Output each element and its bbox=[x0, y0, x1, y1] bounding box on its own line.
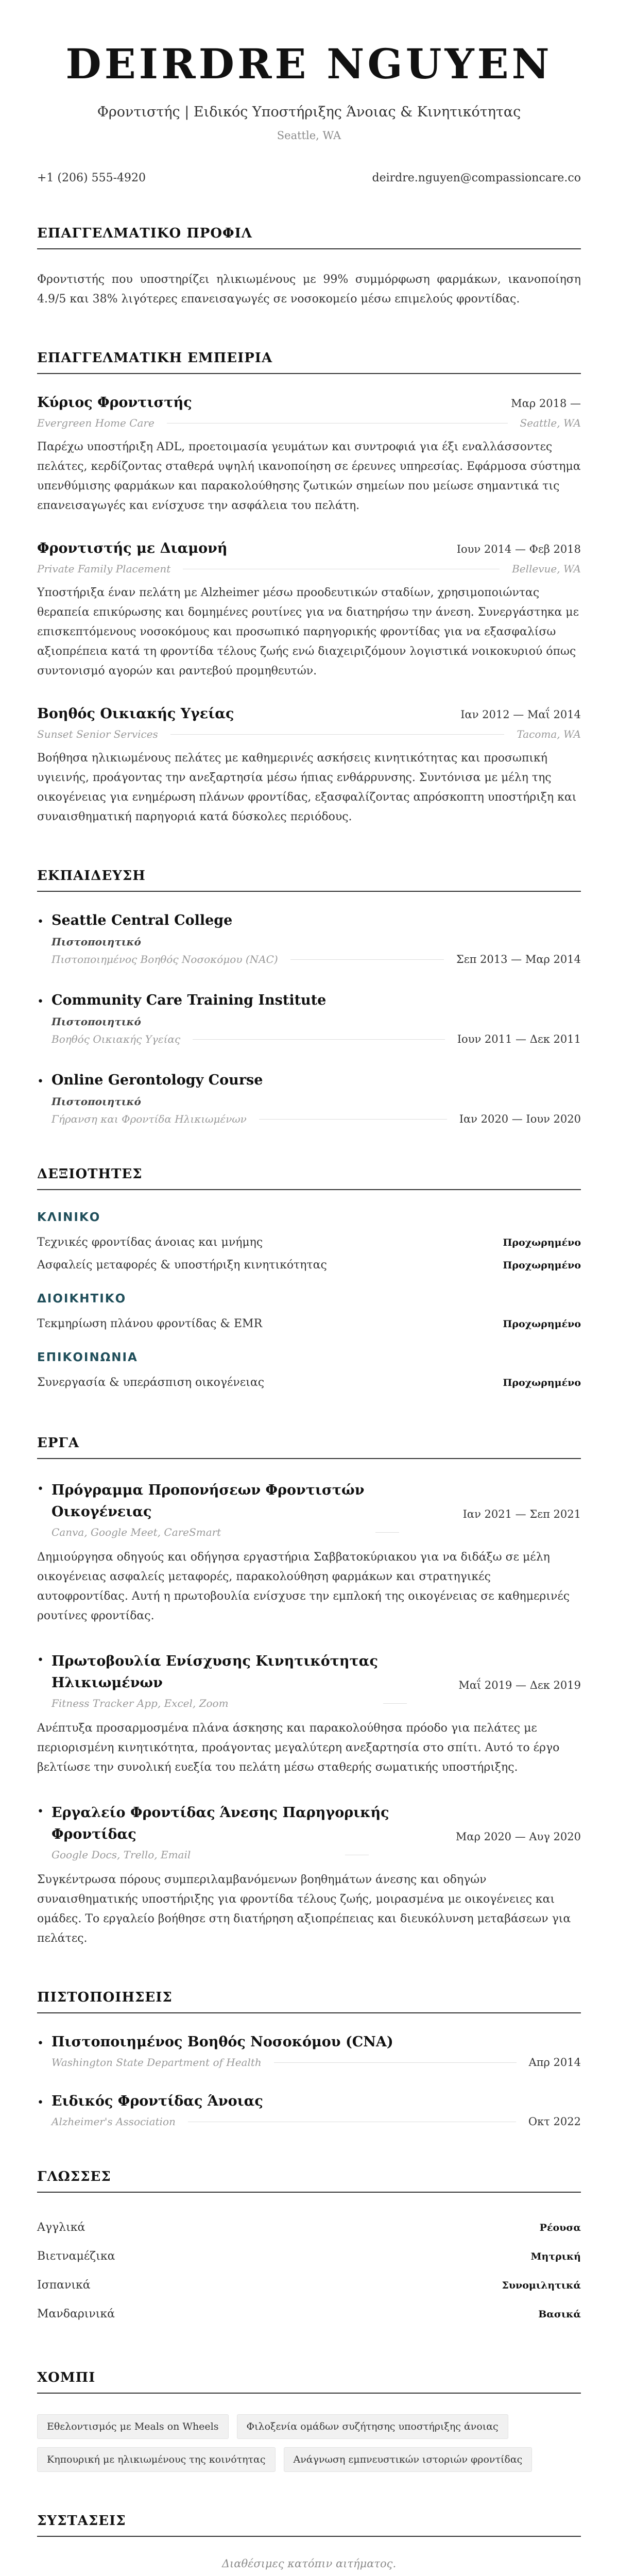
skill-category: ΔΙΟΙΚΗΤΙΚΟ bbox=[37, 1292, 127, 1306]
language-row bbox=[37, 2300, 581, 2329]
skill-category: ΚΛΙΝΙΚΟ bbox=[37, 1211, 101, 1224]
hobby-chip: Ανάγνωση εμπνευστικών ιστοριών φροντίδας bbox=[284, 2447, 533, 2472]
job-location: Tacoma, WA bbox=[517, 728, 581, 740]
profile-section bbox=[37, 226, 581, 309]
bullet-icon: • bbox=[37, 1654, 44, 1667]
leader-line bbox=[345, 1854, 369, 1855]
project-title: Εργαλείο Φροντίδας Άνεσης Παρηγορικής Φροντίδας bbox=[52, 1805, 389, 1842]
hobby-chip: Φιλοξενία ομάδων συζήτησης υποστήριξης άνοιας bbox=[237, 2414, 508, 2439]
language-row bbox=[37, 2242, 581, 2271]
skill-row bbox=[37, 1313, 581, 1335]
bullet-icon: • bbox=[37, 2096, 44, 2109]
references-note: Διαθέσιμες κατόπιν αιτήματος. bbox=[221, 2557, 397, 2570]
certification-name: Ειδικός Φροντίδας Άνοιας bbox=[52, 2093, 263, 2109]
section-title-languages: ΓΛΩΣΣΕΣ bbox=[37, 2169, 581, 2193]
education-school: Seattle Central College bbox=[52, 912, 233, 928]
email-address[interactable]: deirdre.nguyen@compassioncare.co bbox=[372, 172, 581, 184]
language-name: Ισπανικά bbox=[37, 2279, 91, 2292]
skills-section bbox=[37, 1166, 581, 1394]
job-date: Μαρ 2018 — bbox=[511, 397, 581, 410]
bullet-icon: • bbox=[37, 995, 44, 1008]
skill-level: Προχωρημένο bbox=[503, 1237, 581, 1248]
education-degree: Πιστοποιητικό bbox=[52, 1095, 141, 1108]
project-title: Πρόγραμμα Προπονήσεων Φροντιστών Οικογένειας bbox=[52, 1482, 365, 1520]
section-title-skills: ΔΕΞΙΟΤΗΤΕΣ bbox=[37, 1166, 581, 1190]
section-title-projects: ΕΡΓΑ bbox=[37, 1435, 581, 1459]
job-title: Κύριος Φροντιστής bbox=[37, 395, 192, 411]
section-title-certifications: ΠΙΣΤΟΠΟΙΗΣΕΙΣ bbox=[37, 1990, 581, 2013]
language-name: Βιετναμέζικα bbox=[37, 2250, 115, 2263]
education-item bbox=[37, 912, 581, 965]
language-row bbox=[37, 2213, 581, 2242]
section-title-hobbies: ΧΟΜΠΙ bbox=[37, 2370, 581, 2394]
education-degree: Πιστοποιητικό bbox=[52, 936, 141, 948]
project-date: Μαρ 2020 — Αυγ 2020 bbox=[455, 1831, 581, 1843]
bullet-icon: • bbox=[37, 916, 44, 928]
job-date: Ιουν 2014 — Φεβ 2018 bbox=[456, 543, 581, 555]
skill-category: ΕΠΙΚΟΙΝΩΝΙΑ bbox=[37, 1351, 138, 1364]
contact-row bbox=[37, 172, 581, 184]
skill-row bbox=[37, 1231, 581, 1254]
references-section bbox=[37, 2513, 581, 2570]
job-location: Bellevue, WA bbox=[512, 563, 581, 575]
leader-line bbox=[274, 2062, 517, 2063]
certifications-section bbox=[37, 1990, 581, 2128]
leader-line bbox=[290, 959, 444, 960]
section-title-education: ΕΚΠΑΙΔΕΥΣΗ bbox=[37, 868, 581, 892]
education-degree: Πιστοποιητικό bbox=[52, 1015, 141, 1028]
project-tools: Google Docs, Trello, Email bbox=[52, 1849, 191, 1861]
bullet-icon: • bbox=[37, 1483, 44, 1496]
leader-line bbox=[383, 1703, 407, 1704]
candidate-name: DEIRDRE NGUYEN bbox=[65, 40, 553, 88]
language-row bbox=[37, 2271, 581, 2300]
language-level: Μητρική bbox=[530, 2251, 581, 2262]
candidate-location: Seattle, WA bbox=[277, 129, 341, 142]
hobby-chip: Εθελοντισμός με Meals on Wheels bbox=[37, 2414, 229, 2439]
candidate-headline: Φροντιστής | Ειδικός Υποστήριξης Άνοιας & Κινητικότητας bbox=[97, 104, 521, 120]
education-item bbox=[37, 1072, 581, 1125]
skill-name: Τεκμηρίωση πλάνου φροντίδας & EMR bbox=[37, 1317, 263, 1330]
project-tools: Canva, Google Meet, CareSmart bbox=[52, 1526, 221, 1538]
education-section bbox=[37, 868, 581, 1125]
experience-item bbox=[37, 395, 581, 516]
language-level: Συνομιλητικά bbox=[502, 2280, 581, 2291]
leader-line bbox=[193, 1039, 445, 1040]
bullet-icon: • bbox=[37, 1805, 44, 1818]
languages-section bbox=[37, 2169, 581, 2329]
skill-level: Προχωρημένο bbox=[503, 1377, 581, 1388]
skill-name: Συνεργασία & υπεράσπιση οικογένειας bbox=[37, 1376, 265, 1389]
education-school: Community Care Training Institute bbox=[52, 992, 327, 1008]
education-item bbox=[37, 992, 581, 1045]
resume-header bbox=[37, 41, 581, 184]
projects-section bbox=[37, 1435, 581, 1948]
project-item bbox=[37, 1480, 581, 1626]
leader-line bbox=[188, 2121, 516, 2122]
bullet-icon: • bbox=[37, 1075, 44, 1088]
experience-section bbox=[37, 350, 581, 827]
leader-line bbox=[170, 734, 505, 735]
project-description: Ανέπτυξα προσαρμοσμένα πλάνα άσκησης και παρακολούθησα πρόοδο για πελάτες με περιορισμένη κινητικότητα, προάγοντας μεγαλύτερη ανεξαρτησία στο σπίτι. Αυτό το έργο βελτίωσε την συνολική ευεξία του πελάτη μέσω σταθερής σωματικής υποστήριξης. bbox=[37, 1722, 560, 1774]
education-field: Βοηθός Οικιακής Υγείας bbox=[52, 1033, 181, 1045]
certification-name: Πιστοποιημένος Βοηθός Νοσοκόμου (CNA) bbox=[52, 2034, 393, 2050]
section-title-profile: ΕΠΑΓΓΕΛΜΑΤΙΚΟ ΠΡΟΦΙΛ bbox=[37, 226, 581, 249]
hobby-chips bbox=[37, 2414, 581, 2472]
certification-date: Απρ 2014 bbox=[528, 2056, 581, 2069]
profile-summary: Φροντιστής που υποστηρίζει ηλικιωμένους με 99% συμμόρφωση φαρμάκων, ικανοποίηση 4.9/5 και 38% λιγότερες επανεισαγωγές σε νοσοκομείο μέσω επιμελούς φροντίδας. bbox=[37, 273, 581, 306]
language-level: Ρέουσα bbox=[539, 2222, 581, 2233]
leader-line bbox=[375, 1532, 399, 1533]
skill-name: Ασφαλείς μεταφορές & υποστήριξη κινητικότητας bbox=[37, 1259, 327, 1272]
leader-line bbox=[259, 1118, 447, 1120]
phone-number[interactable]: +1 (206) 555-4920 bbox=[37, 172, 146, 184]
experience-item bbox=[37, 540, 581, 681]
project-item bbox=[37, 1802, 581, 1948]
job-company: Sunset Senior Services bbox=[37, 728, 158, 740]
language-name: Αγγλικά bbox=[37, 2221, 85, 2234]
education-date: Ιουν 2011 — Δεκ 2011 bbox=[457, 1033, 581, 1045]
project-tools: Fitness Tracker App, Excel, Zoom bbox=[52, 1697, 229, 1709]
job-company: Evergreen Home Care bbox=[37, 417, 154, 429]
certification-date: Οκτ 2022 bbox=[528, 2115, 581, 2128]
education-date: Σεπ 2013 — Μαρ 2014 bbox=[456, 953, 581, 965]
job-title: Φροντιστής με Διαμονή bbox=[37, 540, 228, 556]
language-name: Μανδαρινικά bbox=[37, 2308, 115, 2320]
education-field: Γήρανση και Φροντίδα Ηλικιωμένων bbox=[52, 1113, 247, 1125]
project-date: Μαΐ 2019 — Δεκ 2019 bbox=[458, 1679, 581, 1691]
skill-level: Προχωρημένο bbox=[503, 1318, 581, 1330]
experience-item bbox=[37, 706, 581, 827]
education-date: Ιαν 2020 — Ιουν 2020 bbox=[459, 1113, 581, 1125]
project-description: Δημιούργησα οδηγούς και οδήγησα εργαστήρια Σαββατοκύριακου για να διδάξω σε μέλη οικογένειας ασφαλείς μεταφορές, παρακολούθηση φαρμάκων και στρατηγικές αυτοφροντίδας. Αυτή η πρωτοβουλία ενίσχυσε την εμπλοκή της οικογένειας σε καθημερινές ρουτίνες φροντίδας. bbox=[37, 1551, 570, 1622]
hobbies-section bbox=[37, 2370, 581, 2472]
project-date: Ιαν 2021 — Σεπ 2021 bbox=[462, 1508, 581, 1520]
hobby-chip: Κηπουρική με ηλικιωμένους της κοινότητας bbox=[37, 2447, 276, 2472]
job-title: Βοηθός Οικιακής Υγείας bbox=[37, 706, 234, 722]
bullet-icon: • bbox=[37, 2037, 44, 2050]
certification-issuer: Washington State Department of Health bbox=[52, 2056, 262, 2069]
skill-level: Προχωρημένο bbox=[503, 1260, 581, 1271]
certification-item bbox=[37, 2093, 581, 2128]
job-company: Private Family Placement bbox=[37, 563, 171, 575]
education-field: Πιστοποιημένος Βοηθός Νοσοκόμου (NAC) bbox=[52, 953, 278, 965]
skill-row bbox=[37, 1371, 581, 1394]
job-date: Ιαν 2012 — Μαΐ 2014 bbox=[460, 708, 581, 721]
leader-line bbox=[183, 568, 500, 569]
project-description: Συγκέντρωσα πόρους συμπεριλαμβανόμενων βοηθημάτων άνεσης και οδηγών συναισθηματικής υποστήριξης για φροντίδα τέλους ζωής, μοιρασμένα με οικογένειες και ομάδες. Το εργαλείο βοήθησε στη διατήρηση αξιοπρέπειας και διευκόλυνση μεταβάσεων για πελάτες. bbox=[37, 1873, 571, 1945]
section-title-experience: ΕΠΑΓΓΕΛΜΑΤΙΚΗ ΕΜΠΕΙΡΙΑ bbox=[37, 350, 581, 374]
education-school: Online Gerontology Course bbox=[52, 1072, 263, 1088]
project-item bbox=[37, 1651, 581, 1777]
certification-issuer: Alzheimer's Association bbox=[52, 2115, 176, 2128]
leader-line bbox=[167, 422, 508, 423]
skill-name: Τεχνικές φροντίδας άνοιας και μνήμης bbox=[37, 1236, 263, 1249]
job-description: Υποστήριξα έναν πελάτη με Alzheimer μέσω προοδευτικών σταδίων, χρησιμοποιώντας θεραπεία επικύρωσης και δομημένες ρουτίνες για να διατηρήσω την άνεση. Συνεργάστηκα με επισκεπτόμενους νοσοκόμους και προσωπικό παρηγορικής φροντίδας για να εξασφαλίσω αξιοπρέπεια κατά τη φροντίδα τέλους ζωής ενώ διαχειριζόμουν λογιστικά νοικοκυριού όπως συντονισμό αγορών και ραντεβού προμηθευτών. bbox=[37, 586, 579, 677]
skill-row bbox=[37, 1254, 581, 1277]
certification-item bbox=[37, 2034, 581, 2069]
job-location: Seattle, WA bbox=[520, 417, 581, 429]
section-title-references: ΣΥΣΤΑΣΕΙΣ bbox=[37, 2513, 581, 2537]
job-description: Βοήθησα ηλικιωμένους πελάτες με καθημερινές ασκήσεις κινητικότητας και προσωπική υγιεινής, προάγοντας την ανεξαρτησία μέσω ήπιας ενθάρρυνσης. Συντόνισα με μέλη της οικογένειας για ενημέρωση πλάνων φροντίδας, εξασφαλίζοντας απρόσκοπτη υποστήριξη και συναισθηματική παρηγοριά κατά δύσκολες περιόδους. bbox=[37, 752, 577, 823]
job-description: Παρέχω υποστήριξη ADL, προετοιμασία γευμάτων και συντροφιά για έξι εναλλάσσοντες πελάτες, κερδίζοντας σταθερά υψηλή ικανοποίηση σε έρευνες υπηρεσίας. Εφάρμοσα σύστημα υπενθύμισης φαρμάκων και παρακολούθησης ζωτικών σημείων που μείωσε σημαντικά τις επανεισαγωγές και ενίσχυσε την ασφάλεια του πελάτη. bbox=[37, 440, 581, 512]
language-level: Βασικά bbox=[538, 2309, 581, 2320]
project-title: Πρωτοβουλία Ενίσχυσης Κινητικότητας Ηλικιωμένων bbox=[52, 1653, 378, 1691]
